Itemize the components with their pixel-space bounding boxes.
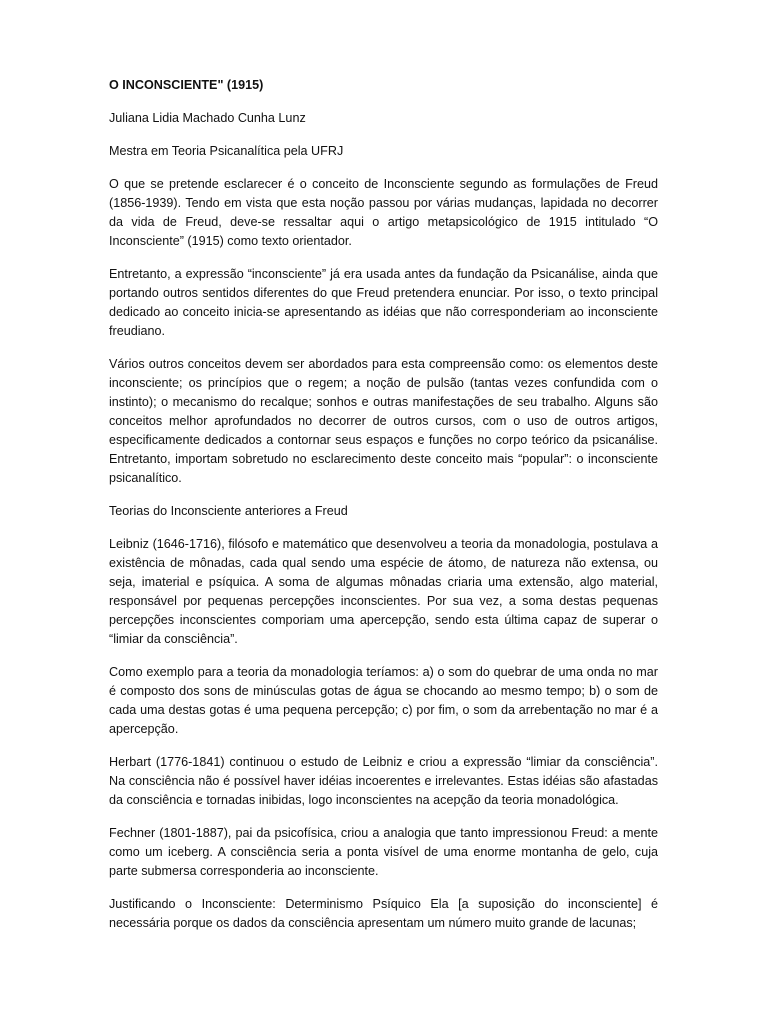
body-paragraph: Vários outros conceitos devem ser abordados para esta compreensão como: os elementos deste inconsciente; os princípios que o regem; a noção de pulsão (tantas vezes confundida com o instinto); o mecanismo do recalque; sonhos e outras manifestações de seu trabalho. Alguns são conceitos melhor aprofundados no decorrer de outros cursos, com o uso de outros artigos, especificamente dedicados a contornar seus espaços e funções no corpo teórico da psicanálise. Entretanto, importam sobretudo no esclarecimento deste conceito mais “popular”: o inconsciente psicanalítico. xyxy=(109,357,658,485)
author-affiliation: Mestra em Teoria Psicanalítica pela UFRJ xyxy=(109,144,344,158)
section-paragraph: Justificando o Inconsciente: Determinismo Psíquico Ela [a suposição do inconsciente] é necessária porque os dados da consciência apresentam um número muito grande de lacunas; xyxy=(109,897,658,930)
author-name: Juliana Lidia Machado Cunha Lunz xyxy=(109,111,306,125)
section-heading: Teorias do Inconsciente anteriores a Freud xyxy=(109,504,348,518)
section-paragraph: Como exemplo para a teoria da monadologia teríamos: a) o som do quebrar de uma onda no mar é composto dos sons de minúsculas gotas de água se chocando ao mesmo tempo; b) o som de cada uma destas gotas é uma pequena percepção; c) por fim, o som da arrebentação no mar é a apercepção. xyxy=(109,665,658,736)
document-page xyxy=(109,76,658,947)
body-paragraph: O que se pretende esclarecer é o conceito de Inconsciente segundo as formulações de Freud (1856-1939). Tendo em vista que esta noção passou por várias mudanças, lapidada no decorrer da vida de Freud, deve-se ressaltar aqui o artigo metapsicológico de 1915 intitulado “O Inconsciente” (1915) como texto orientador. xyxy=(109,177,658,248)
section-paragraph: Leibniz (1646-1716), filósofo e matemático que desenvolveu a teoria da monadologia, postulava a existência de mônadas, cada qual sendo uma espécie de átomo, de natureza não extensa, ou seja, imaterial e psíquica. A soma de algumas mônadas criaria uma extensão, algo material, responsável por pequenas percepções inconscientes. Por sua vez, a soma destas pequenas percepções inconscientes comporiam uma apercepção, sendo esta última capaz de superar o “limiar da consciência”. xyxy=(109,537,658,646)
body-paragraph: Entretanto, a expressão “inconsciente” já era usada antes da fundação da Psicanálise, ainda que portando outros sentidos diferentes do que Freud pretendera enunciar. Por isso, o texto principal dedicado ao conceito inicia-se apresentando as idéias que não corresponderiam ao inconsciente freudiano. xyxy=(109,267,658,338)
section-paragraph: Herbart (1776-1841) continuou o estudo de Leibniz e criou a expressão “limiar da consciência”. Na consciência não é possível haver idéias incoerentes e irrelevantes. Estas idéias são afastadas da consciência e tornadas inibidas, logo inconscientes na acepção da teoria monadológica. xyxy=(109,755,658,807)
section-paragraph: Fechner (1801-1887), pai da psicofísica, criou a analogia que tanto impressionou Freud: a mente como um iceberg. A consciência seria a ponta visível de uma enorme montanha de gelo, cuja parte submersa corresponderia ao inconsciente. xyxy=(109,826,658,878)
document-title: O INCONSCIENTE" (1915) xyxy=(109,78,264,92)
